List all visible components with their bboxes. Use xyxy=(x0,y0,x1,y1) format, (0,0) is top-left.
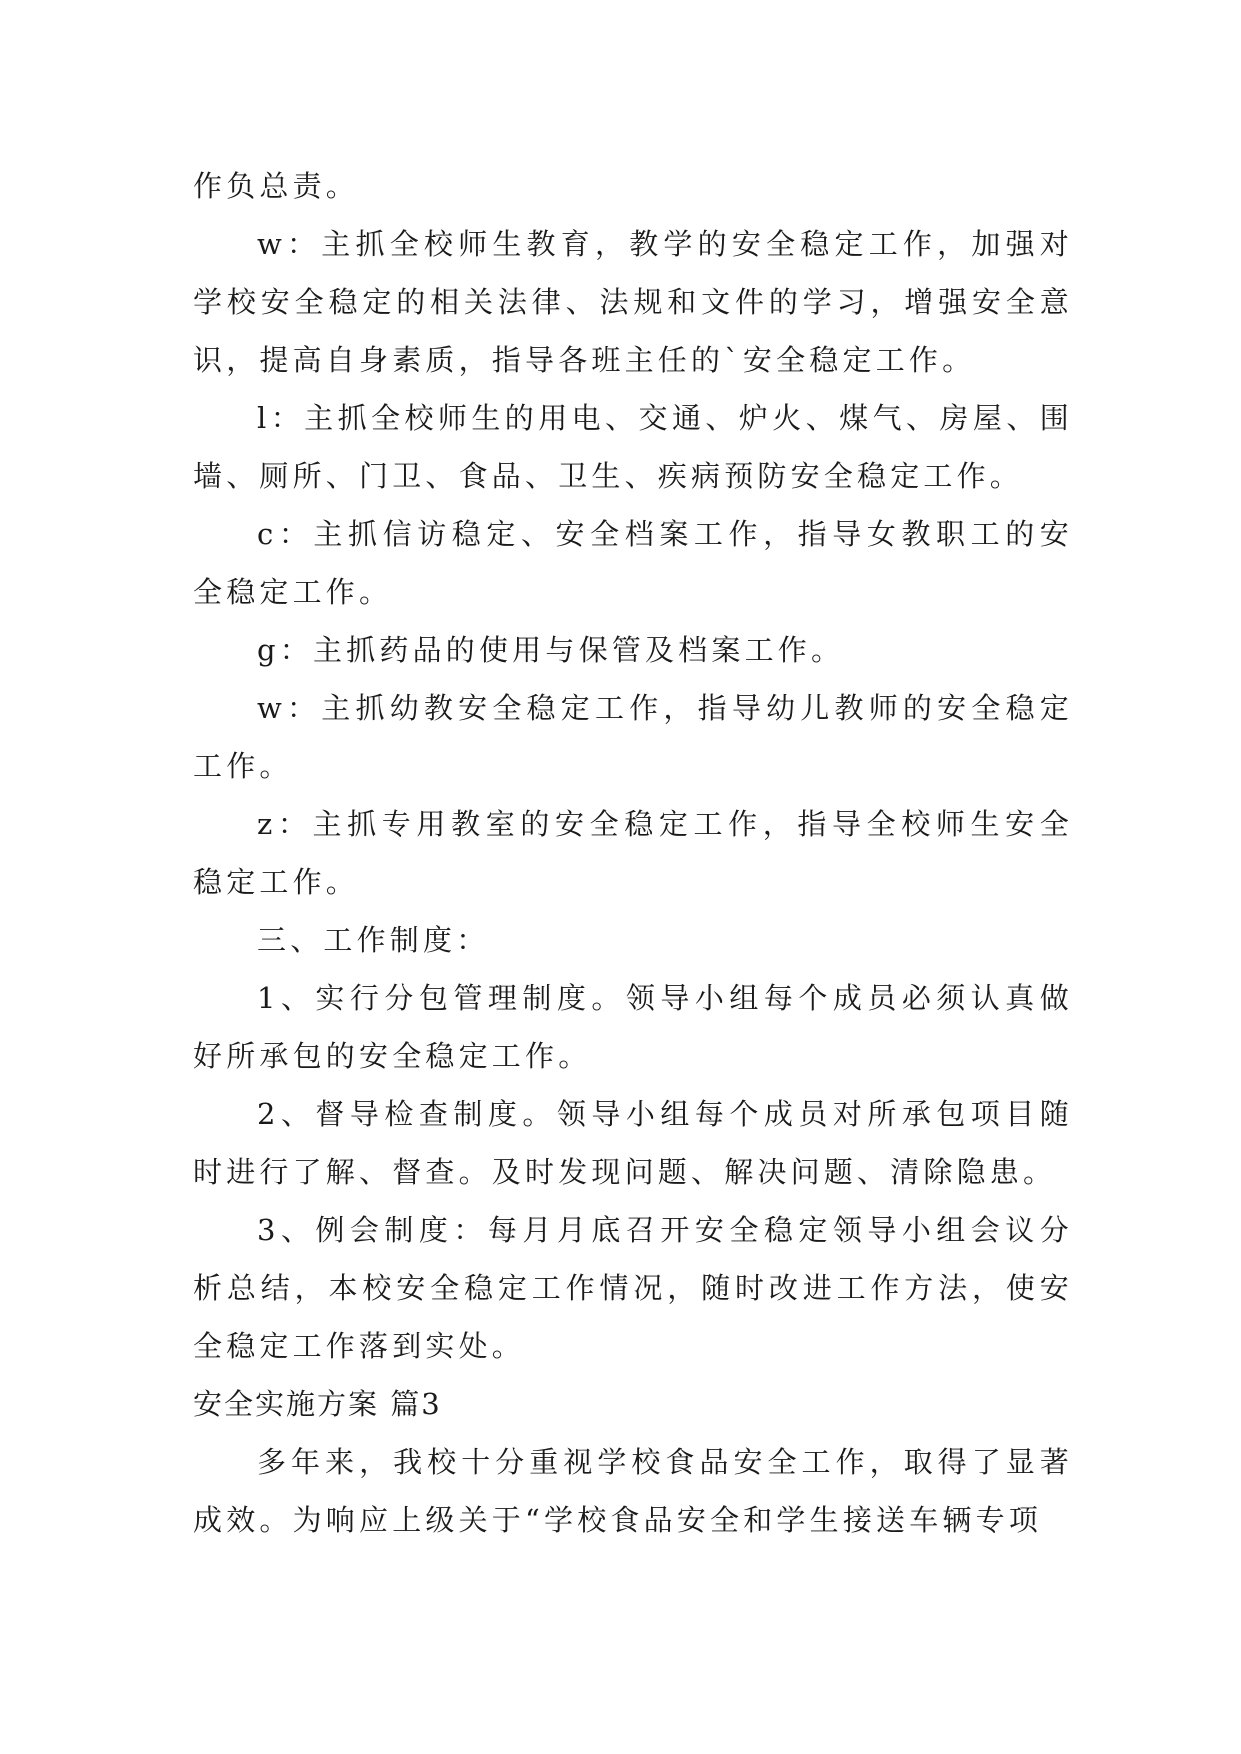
paragraph-5: g：主抓药品的使用与保管及档案工作。 xyxy=(257,633,845,667)
document-page xyxy=(193,157,1073,1549)
paragraph-2: w：主抓全校师生教育，教学的安全稳定工作，加强对学校安全稳定的相关法律、法规和文件的学习，增强安全意识，提高自身素质，指导各班主任的`安全稳定工作。 xyxy=(193,227,1073,377)
paragraph-7: z：主抓专用教室的安全稳定工作，指导全校师生安全稳定工作。 xyxy=(193,807,1073,899)
section-heading-work-system: 三、工作制度： xyxy=(257,923,490,957)
paragraph-4: c：主抓信访稳定、安全档案工作，指导女教职工的安全稳定工作。 xyxy=(193,517,1073,609)
article-title: 安全实施方案 篇3 xyxy=(193,1387,442,1421)
paragraph-11: 3、例会制度：每月月底召开安全稳定领导小组会议分析总结，本校安全稳定工作情况，随时改进工作方法，使安全稳定工作落到实处。 xyxy=(193,1213,1073,1363)
paragraph-1: 作负总责。 xyxy=(193,169,360,203)
paragraph-13: 多年来，我校十分重视学校食品安全工作，取得了显著成效。为响应上级关于“学校食品安全和学生接送车辆专项 xyxy=(193,1445,1073,1537)
paragraph-6: w：主抓幼教安全稳定工作，指导幼儿教师的安全稳定工作。 xyxy=(193,691,1073,783)
paragraph-10: 2、督导检查制度。领导小组每个成员对所承包项目随时进行了解、督查。及时发现问题、解决问题、清除隐患。 xyxy=(193,1097,1073,1189)
paragraph-9: 1、实行分包管理制度。领导小组每个成员必须认真做好所承包的安全稳定工作。 xyxy=(193,981,1073,1073)
paragraph-3: l：主抓全校师生的用电、交通、炉火、煤气、房屋、围墙、厕所、门卫、食品、卫生、疾病预防安全稳定工作。 xyxy=(193,401,1073,493)
